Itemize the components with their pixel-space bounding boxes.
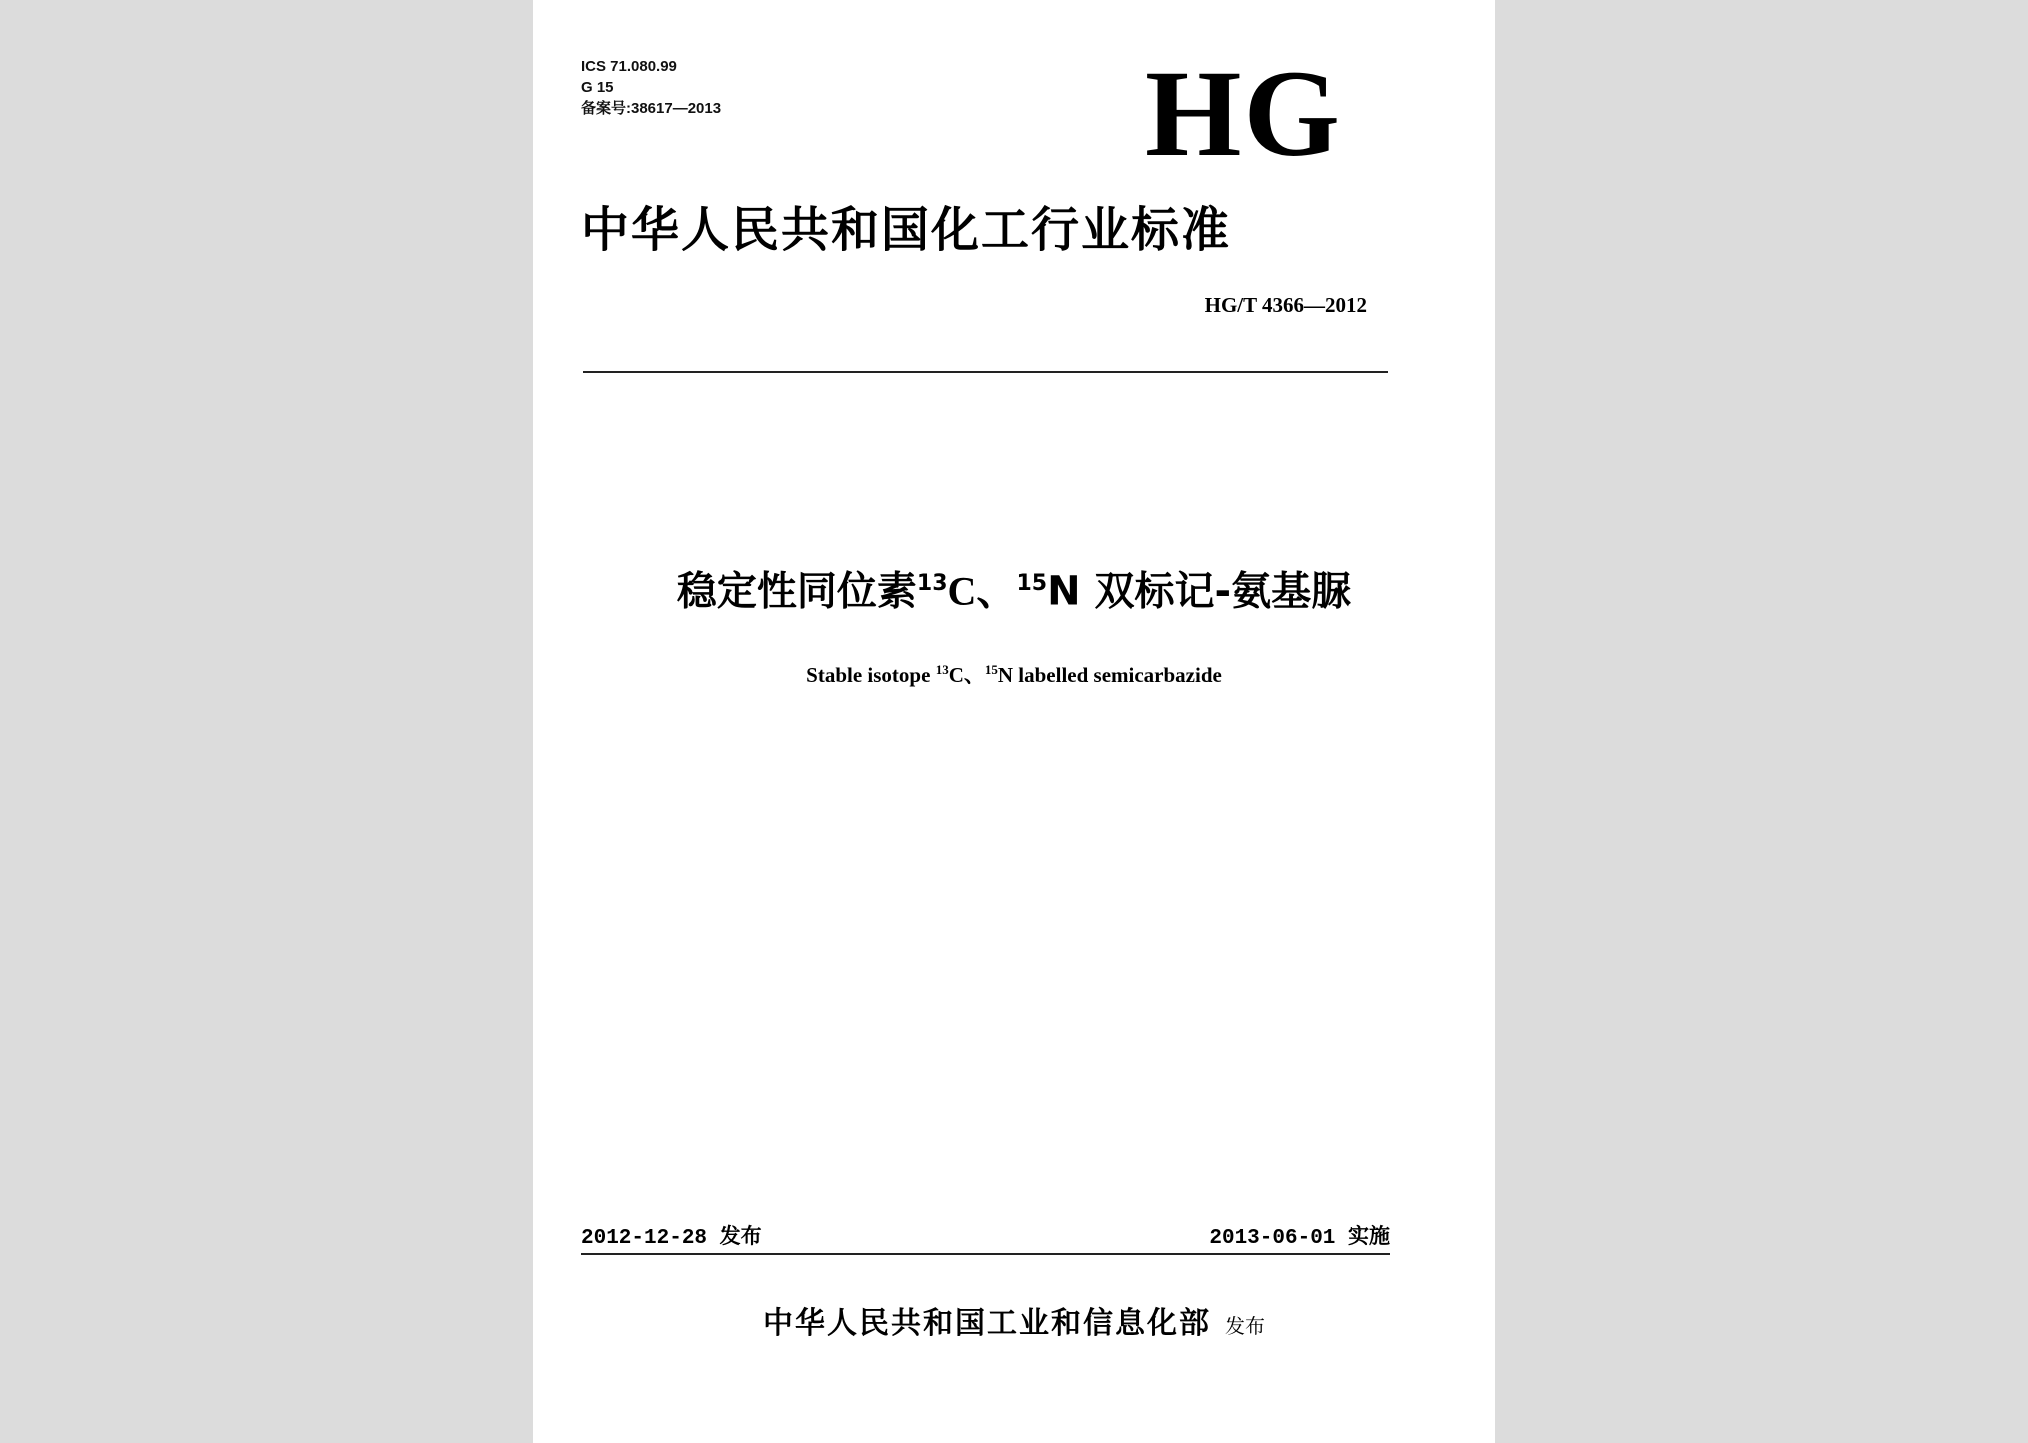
title-en-part2: N labelled semicarbazide xyxy=(997,663,1222,687)
hg-logo: HG xyxy=(1145,45,1342,182)
ics-code: ICS 71.080.99 xyxy=(581,58,677,75)
title-en-c: C、 xyxy=(948,663,985,687)
standard-title: 中华人民共和国化工行业标准 xyxy=(581,202,1232,258)
ccs-code: G 15 xyxy=(581,79,614,96)
title-en-part1: Stable isotope xyxy=(806,663,936,687)
title-en-sup-n: 15 xyxy=(984,662,998,677)
issuer-name: 中华人民共和国工业和信息化部 xyxy=(763,1306,1211,1341)
document-page xyxy=(533,0,1495,1443)
document-title-en xyxy=(533,656,1495,689)
title-cn-sup-c: 13 xyxy=(916,571,948,596)
top-divider xyxy=(583,371,1388,373)
title-en-sup-c: 13 xyxy=(935,662,949,677)
title-cn-part1: 稳定性同位素 xyxy=(676,568,917,615)
record-number: 备案号:38617—2013 xyxy=(581,100,722,117)
classification-block xyxy=(581,56,721,119)
title-cn-c: C、 xyxy=(947,568,1017,614)
date-row xyxy=(581,1220,1390,1250)
issuer-suffix: 发布 xyxy=(1225,1314,1265,1338)
title-cn-sup-n: 15 xyxy=(1016,571,1048,596)
title-cn-part2: N 双标记-氨基脲 xyxy=(1047,568,1352,615)
issue-date: 2012-12-28 发布 xyxy=(581,1227,762,1250)
issuer-line xyxy=(533,1298,1495,1342)
standard-number: HG/T 4366—2012 xyxy=(1204,293,1367,317)
document-title-cn xyxy=(533,556,1495,619)
bottom-divider xyxy=(581,1253,1390,1255)
effective-date: 2013-06-01 实施 xyxy=(1209,1227,1390,1250)
